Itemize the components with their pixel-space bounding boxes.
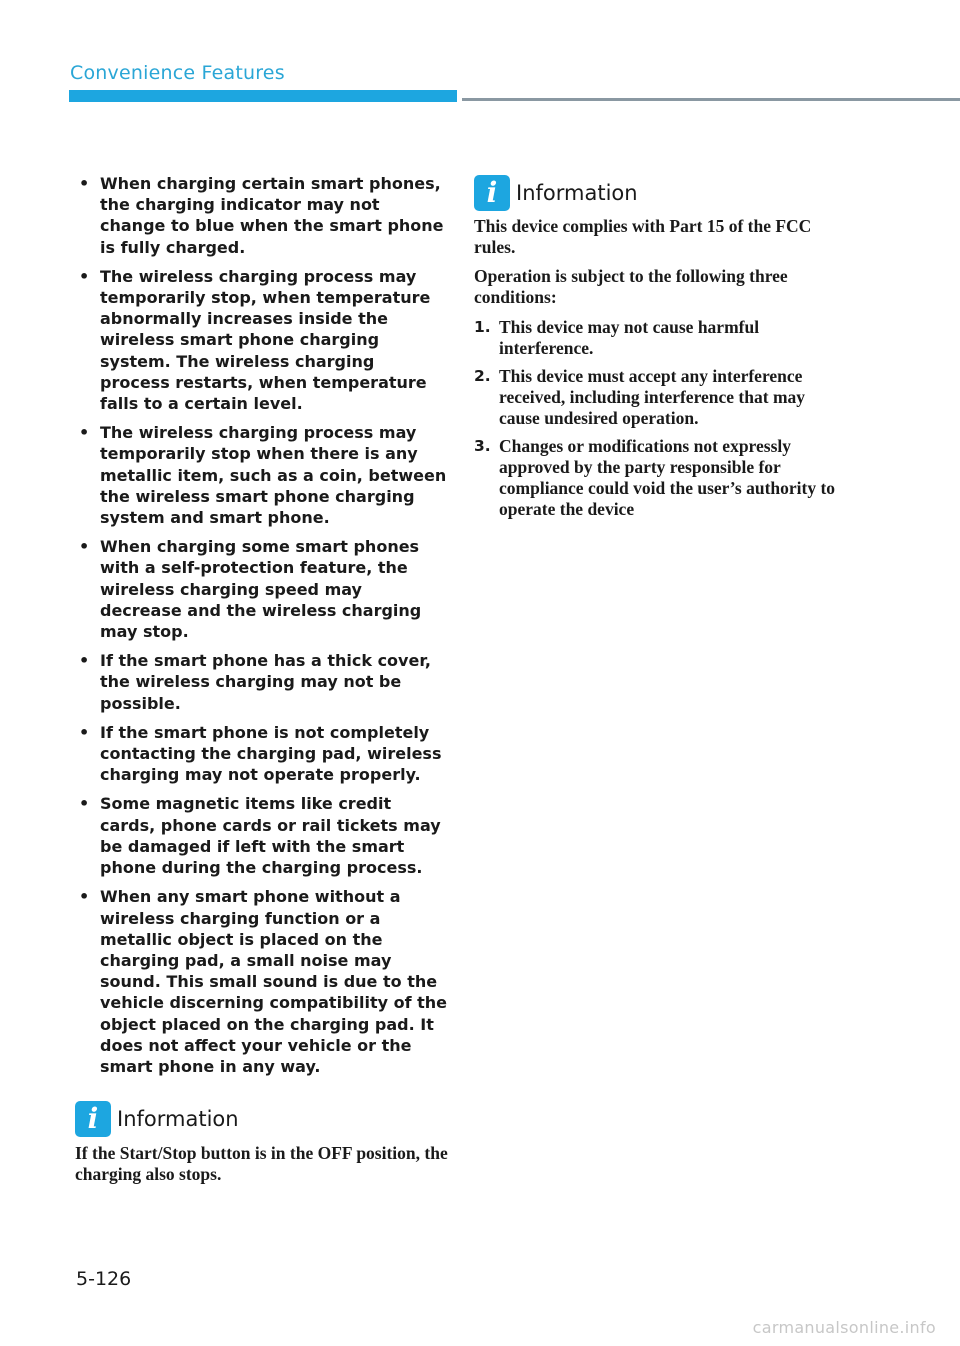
info-title: Information xyxy=(117,1107,239,1131)
bullet-text: The wireless charging process may temporarily stop when there is any metallic item, such as a coin, between the wireless smart phone charging system and smart phone. xyxy=(100,423,447,528)
numbered-list xyxy=(474,317,844,520)
bullet-text: Some magnetic items like credit cards, phone cards or rail tickets may be damaged if left with the smart phone during the charging process. xyxy=(100,794,441,878)
bullet-icon: • xyxy=(79,266,90,286)
item-number: 3. xyxy=(474,437,491,455)
item-text: This device may not cause harmful interference. xyxy=(499,317,760,358)
list-item xyxy=(76,886,448,1077)
header-gray-rule xyxy=(462,98,960,101)
info-icon: i xyxy=(474,175,510,211)
info-header xyxy=(474,174,844,212)
section-title: Convenience Features xyxy=(70,62,285,84)
info-box-start-stop xyxy=(75,1100,455,1185)
bullet-icon: • xyxy=(79,887,90,907)
list-item xyxy=(76,536,448,642)
info-paragraph: Operation is subject to the following three conditions: xyxy=(474,266,788,307)
bullet-text: If the smart phone has a thick cover, the wireless charging may not be possible. xyxy=(100,651,431,713)
info-paragraph: This device complies with Part 15 of the FCC rules. xyxy=(474,216,812,257)
bullet-text: When any smart phone without a wireless charging function or a metallic object is placed on the charging pad, a small noise may sound. This small sound is due to the vehicle discerning compatibility of the object placed on the charging pad. It does not affect your vehicle or the smart phone in any way. xyxy=(100,887,448,1076)
bullet-icon: • xyxy=(79,794,90,814)
item-number: 1. xyxy=(474,318,491,336)
page-number: 5-126 xyxy=(76,1268,132,1290)
info-text: If the Start/Stop button is in the OFF position, the charging also stops. xyxy=(75,1143,448,1184)
bullet-text: The wireless charging process may temporarily stop, when temperature abnormally increases inside the wireless smart phone charging system. The wireless charging process restarts, when temperature falls to a certain level. xyxy=(100,266,431,414)
item-number: 2. xyxy=(474,367,491,385)
item-text: Changes or modifications not expressly approved by the party responsible for compliance could void the user’s authority to operate the device xyxy=(499,436,836,519)
list-item xyxy=(76,266,448,414)
info-icon: i xyxy=(75,1101,111,1137)
bullet-text: If the smart phone is not completely contacting the charging pad, wireless charging may not operate properly. xyxy=(100,722,442,785)
bullet-icon: • xyxy=(79,722,90,742)
list-item xyxy=(76,173,448,258)
watermark: carmanualsonline.info xyxy=(752,1318,936,1337)
header-accent-rule xyxy=(69,90,457,102)
info-header xyxy=(75,1100,455,1138)
bullet-icon: • xyxy=(79,174,90,193)
bullet-text: When charging some smart phones with a self-protection feature, the wireless charging speed may decrease and the wireless charging may stop. xyxy=(100,537,422,642)
list-item xyxy=(76,422,448,528)
bullet-icon: • xyxy=(79,651,90,671)
left-column xyxy=(76,173,448,1085)
list-item xyxy=(474,366,844,429)
info-title: Information xyxy=(516,181,638,205)
list-item xyxy=(474,436,844,520)
bullet-icon: • xyxy=(79,537,90,557)
bullet-icon: • xyxy=(79,423,90,443)
list-item xyxy=(76,650,448,714)
list-item xyxy=(76,793,448,878)
item-text: This device must accept any interference received, including interference that may cause undesired operation. xyxy=(499,366,806,428)
list-item xyxy=(76,722,448,786)
bullet-list xyxy=(76,173,448,1077)
list-item xyxy=(474,317,844,359)
info-box-fcc xyxy=(474,174,844,527)
bullet-text: When charging certain smart phones, the charging indicator may not change to blue when the smart phone is fully charged. xyxy=(100,174,444,257)
